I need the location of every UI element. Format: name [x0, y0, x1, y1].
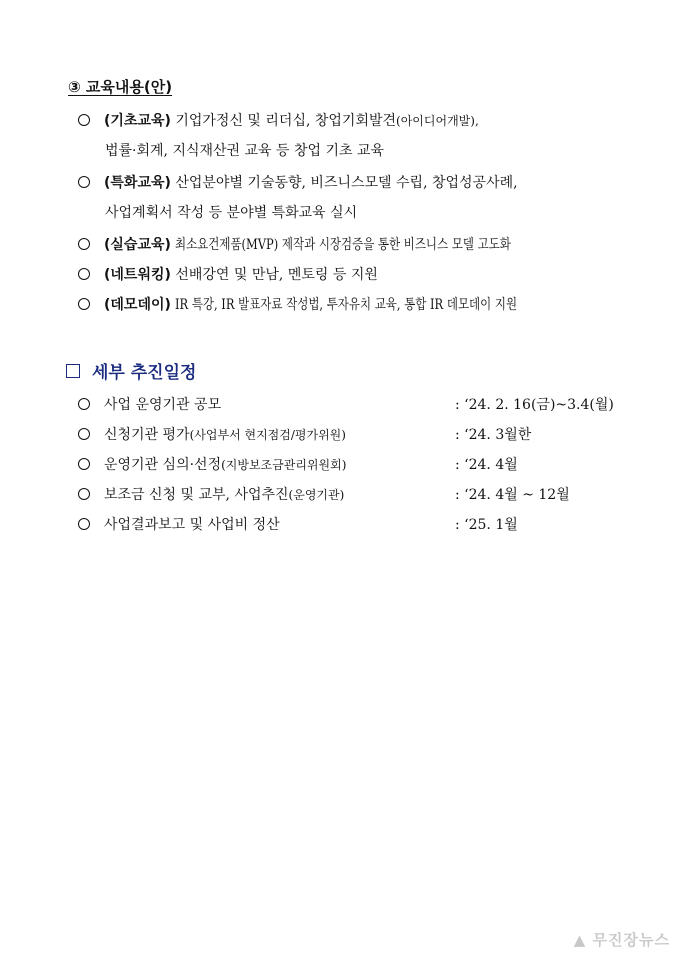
schedule-note: (사업부서 현지점검/평가위원) — [189, 428, 346, 442]
section-heading-schedule — [66, 358, 196, 383]
schedule-label: 보조금 신청 및 교부, 사업추진 — [104, 487, 289, 503]
item-text: 기업가정신 및 리더십, 창업기회발견 — [175, 113, 397, 129]
item-note: (아이디어개발), — [396, 114, 479, 128]
circle-bullet-icon — [78, 518, 90, 530]
schedule-date: : ‘24. 2. 16(금)~3.4(월) — [455, 397, 614, 413]
schedule-label: 사업결과보고 및 사업비 정산 — [104, 517, 280, 533]
schedule-date: : ‘24. 4월 — [455, 457, 518, 473]
item-text: 선배강연 및 만남, 멘토링 등 지원 — [175, 267, 378, 283]
item-tag: (특화교육) — [104, 175, 171, 191]
list-item-practice-education — [78, 236, 585, 254]
item-tag: (기초교육) — [104, 113, 171, 129]
schedule-note: (운영기관) — [288, 488, 345, 502]
circle-bullet-icon — [78, 298, 90, 310]
schedule-row — [78, 426, 346, 444]
section-title: 세부 추진일정 — [92, 363, 197, 383]
schedule-label: 사업 운영기관 공모 — [104, 397, 222, 413]
list-item-demoday — [78, 296, 592, 314]
circle-bullet-icon — [78, 398, 90, 410]
schedule-row — [78, 516, 280, 534]
circle-bullet-icon — [78, 458, 90, 470]
circle-bullet-icon — [78, 114, 90, 126]
circle-bullet-icon — [78, 428, 90, 440]
circle-bullet-icon — [78, 268, 90, 280]
item-tag: (네트워킹) — [104, 267, 171, 283]
item-tag: (데모데이) — [104, 297, 171, 313]
list-item-special-education — [78, 174, 518, 192]
item-text: 산업분야별 기술동향, 비즈니스모델 수립, 창업성공사례, — [175, 175, 518, 191]
schedule-label: 신청기관 평가 — [104, 427, 190, 443]
schedule-date: : ‘24. 3월한 — [455, 427, 532, 443]
schedule-row — [78, 396, 221, 414]
schedule-row — [78, 486, 344, 504]
schedule-date: : ‘24. 4월 ~ 12월 — [455, 487, 570, 503]
list-item-continuation: 법률·회계, 지식재산권 교육 등 창업 기초 교육 — [105, 143, 385, 159]
section-heading-education: ③ 교육내용(안) — [68, 78, 173, 96]
item-tag: (실습교육) — [104, 237, 171, 253]
circle-bullet-icon — [78, 176, 90, 188]
schedule-note: (지방보조금관리위원회) — [221, 458, 347, 472]
item-text: IR 특강, IR 발표자료 작성법, 투자유치 교육, 통합 IR 데모데이 지원 — [175, 297, 518, 313]
list-item-basic-education — [78, 112, 479, 130]
checkbox-square-icon — [66, 364, 80, 378]
list-item-networking — [78, 266, 378, 284]
item-text: 최소요건제품(MVP) 제작과 시장검증을 통한 비즈니스 모델 고도화 — [175, 237, 512, 253]
schedule-date: : ‘25. 1월 — [455, 517, 518, 533]
circle-bullet-icon — [78, 488, 90, 500]
watermark-text: 무진장뉴스 — [592, 931, 670, 949]
schedule-label: 운영기관 심의·선정 — [104, 457, 222, 473]
schedule-row — [78, 456, 346, 474]
mountain-icon: ▲ — [573, 931, 587, 949]
circle-bullet-icon — [78, 238, 90, 250]
list-item-continuation: 사업계획서 작성 등 분야별 특화교육 실시 — [105, 205, 358, 221]
watermark-logo — [574, 929, 670, 950]
